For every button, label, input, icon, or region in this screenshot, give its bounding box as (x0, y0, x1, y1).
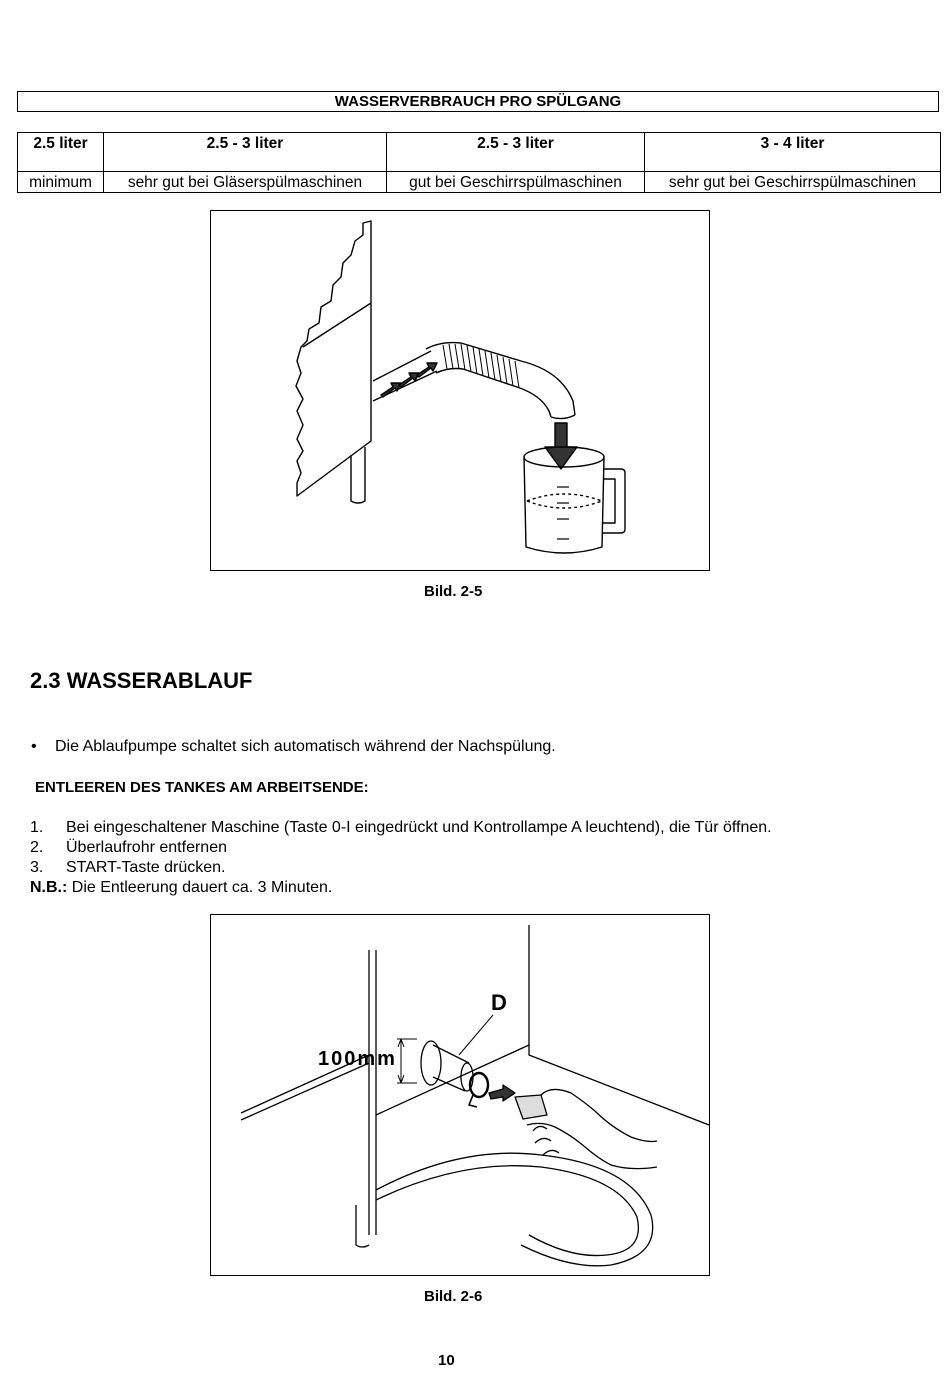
section-title: 2.3 WASSERABLAUF (30, 668, 253, 693)
steps-list (30, 818, 930, 878)
table-cell: sehr gut bei Geschirrspülmaschinen (645, 172, 941, 193)
figure-2-5 (210, 210, 710, 571)
label-100mm: 100mm (318, 1048, 397, 1070)
figure-2-6-caption: Bild. 2-6 (424, 1288, 483, 1305)
table-header-row (18, 133, 941, 172)
figure-2-5-caption: Bild. 2-5 (424, 583, 483, 600)
label-d: D (491, 990, 507, 1015)
drain-connection-illustration (211, 915, 709, 1275)
header-cell: 2.5 liter (18, 133, 104, 172)
note (30, 878, 332, 898)
note-text: Die Entleerung dauert ca. 3 Minuten. (67, 879, 333, 896)
table-title: WASSERVERBRAUCH PRO SPÜLGANG (17, 91, 939, 112)
bullet-dot: • (31, 738, 37, 755)
water-consumption-table (17, 132, 941, 193)
table-row (18, 172, 941, 193)
drain-hose-illustration (211, 211, 709, 570)
step-text: Bei eingeschaltener Maschine (Taste 0-I eingedrückt und Kontrollampe A leuchtend), die Tür öffnen. (66, 819, 772, 836)
bullet-text: Die Ablaufpumpe schaltet sich automatisch während der Nachspülung. (55, 738, 556, 755)
list-item (30, 818, 930, 838)
list-item (30, 858, 930, 878)
table-cell: minimum (18, 172, 104, 193)
table-cell: sehr gut bei Gläserspülmaschinen (104, 172, 387, 193)
figure-2-6 (210, 914, 710, 1276)
table-cell: gut bei Geschirrspülmaschinen (387, 172, 645, 193)
list-item (30, 838, 930, 858)
step-text: START-Taste drücken. (66, 859, 226, 876)
step-number: 3. (30, 859, 44, 876)
header-cell: 2.5 - 3 liter (387, 133, 645, 172)
header-cell: 2.5 - 3 liter (104, 133, 387, 172)
step-number: 1. (30, 819, 44, 836)
header-cell: 3 - 4 liter (645, 133, 941, 172)
step-number: 2. (30, 839, 44, 856)
note-label: N.B.: (30, 879, 68, 896)
bullet-item (31, 737, 556, 757)
subheading: ENTLEEREN DES TANKES AM ARBEITSENDE: (35, 779, 369, 796)
step-text: Überlaufrohr entfernen (66, 839, 227, 856)
page-number: 10 (438, 1352, 455, 1369)
